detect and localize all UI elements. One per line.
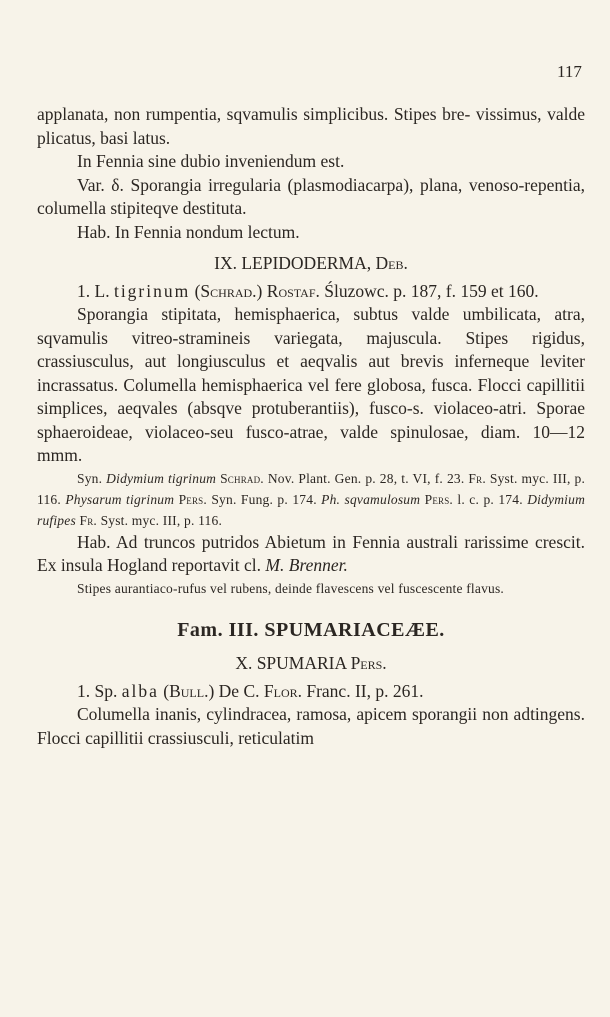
synonym-author: Fr. [468, 470, 486, 486]
variety-paragraph [37, 174, 585, 221]
synonym-ref: Syn. Fung. p. 174. [211, 491, 317, 507]
synonym-ref: Nov. Plant. Gen. p. 28, t. VI, f. 23. [267, 470, 465, 486]
species-genus: Sp. [94, 680, 118, 701]
species-number: 1. [77, 280, 91, 301]
species-reference: Franc. II, p. 261. [306, 680, 424, 701]
synonymy [37, 468, 585, 531]
species-description: Sporangia stipitata, hemisphaerica, subtus valde umbilicata, atra, sqvamulis vitreo-stramineis variegata, majuscula. Stipes rigidus, crassiusculus, aut longiusculus et aeqvalis aut brevis inferneque leviter incrassatus. Columella hemisphaerica vel fere globosa, fusca. Flocci capillitii simplices, aeqvales (absqve protuberantiis), fusco-s. violaceo-atri. Sporae sphaeroideae, violaceo-seu fusco-atrae, valde spinulosae, diam. 10—12 mmm. [37, 304, 585, 465]
page-number: 117 [557, 62, 582, 81]
habitat-paragraph [37, 531, 585, 578]
text-line: applanata, non rumpentia, sqvamulis simplicibus. Stipes bre- [37, 104, 471, 124]
species-number: 1. [77, 680, 91, 701]
paragraph-line [37, 103, 585, 150]
variety-label: Var. δ. [77, 174, 124, 195]
habitat-line: Hab. In Fennia nondum lectum. [77, 221, 300, 242]
synonym-name: Didymium rufipes [37, 491, 586, 528]
species-reference: Śluzowc. p. 187, f. 159 et 160. [324, 280, 539, 301]
collector-name: M. Brenner. [265, 555, 348, 575]
genus-name: LEPIDODERMA, [241, 253, 372, 273]
species-genus: L. [94, 280, 110, 301]
habitat-text: Hab. Ad truncos putridos Abietum in Fennia australi rarissime crescit. Ex insula Hogland reportavit cl. [37, 531, 585, 575]
variety-text: Sporangia irregularia (plasmodiacarpa), plana, venoso-repentia, columella stipiteqve destituta. [37, 174, 586, 218]
text-line: vissimus, valde plicatus, basi latus. [37, 104, 586, 148]
synonym-ref: Syst. myc. III, p. 116. [100, 512, 223, 528]
synonym-name: Didymium tigrinum [106, 470, 217, 486]
family-heading: Fam. III. SPUMARIACEÆE. [177, 618, 445, 641]
synonym-ref: Syst. myc. III, p. 116. [37, 470, 586, 507]
species-heading [37, 680, 585, 704]
genus-heading [37, 252, 585, 276]
genus-name: SPUMARIA [256, 653, 347, 673]
species-author: (Bull.) [163, 680, 215, 701]
synonym-author: Pers. [424, 491, 453, 507]
species-description: Columella inanis, cylindracea, ramosa, apicem sporangii non adtingens. Flocci capillitii crassiusculi, reticulatim [37, 704, 585, 748]
synonym-paragraph [37, 468, 585, 531]
species-name: alba [121, 680, 159, 701]
species-name: tigrinum [113, 280, 191, 301]
species-reference: De C. [218, 680, 260, 701]
genus-number: IX. [214, 253, 237, 273]
genus-number: X. [235, 653, 253, 673]
genus-author: Pers. [350, 653, 387, 673]
species-heading [37, 280, 585, 304]
species-author: Rostaf. [266, 280, 320, 301]
synonym-name: Physarum tigrinum [65, 491, 175, 507]
species-author: (Schrad.) [194, 280, 263, 301]
synonym-name: Ph. sqvamulosum [321, 491, 421, 507]
syn-label: Syn. [77, 470, 103, 486]
synonym-author: Fr. [79, 512, 97, 528]
paragraph: In Fennia sine dubio inveniendum est. [77, 151, 345, 171]
synonym-author: Pers. [178, 491, 207, 507]
species-reference: Flor. [263, 680, 302, 701]
genus-author: Deb. [375, 253, 408, 273]
synonym-ref: l. c. p. 174. [457, 491, 523, 507]
synonym-author: Schrad. [220, 470, 264, 486]
note-paragraph: Stipes aurantiaco-rufus vel rubens, deinde flavescens vel fuscescente flavus. [77, 580, 504, 596]
genus-heading [37, 652, 585, 676]
body-text [37, 103, 585, 750]
